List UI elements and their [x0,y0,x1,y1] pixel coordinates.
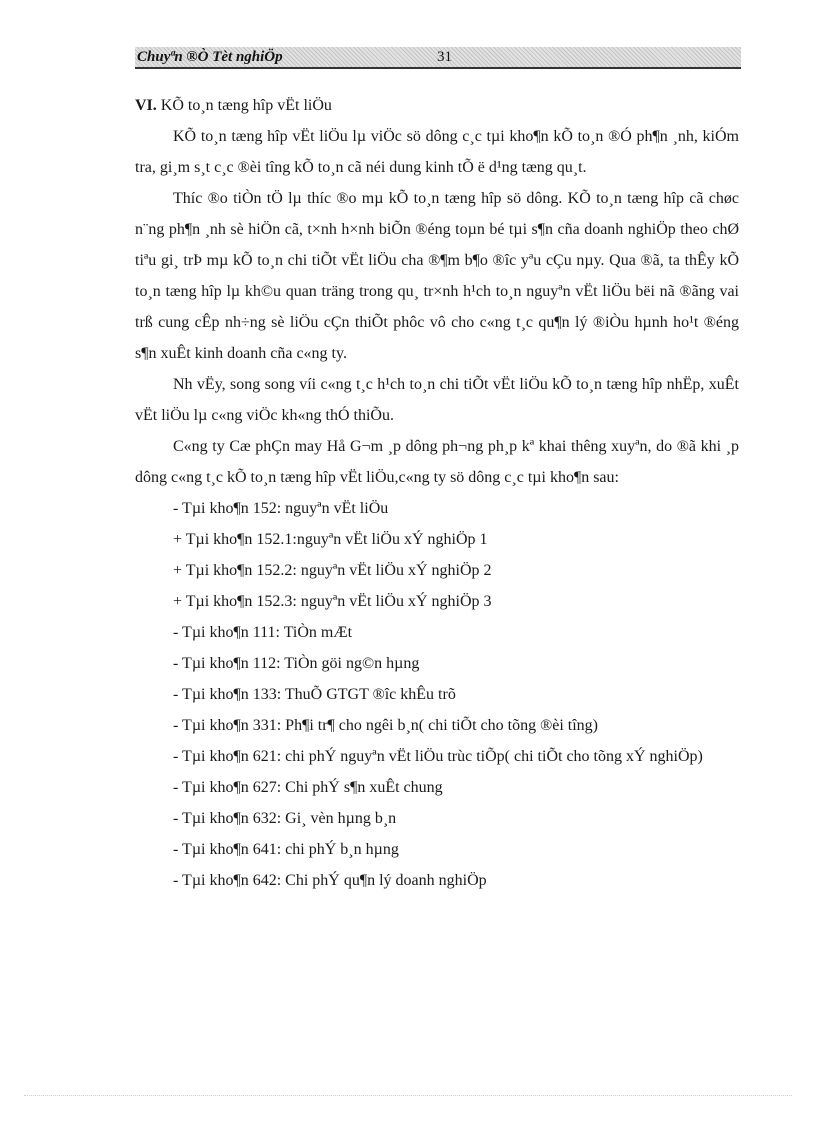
account-item: - Tµi kho¶n 111: TiÒn mÆt [173,624,353,641]
account-item: - Tµi kho¶n 152: nguyªn vËt liÖu [173,500,389,517]
paragraph: Thíc ®o tiÒn tÖ lµ thíc ®o mµ kÕ to¸n tæng hîp sö dông. KÕ to¸n tæng hîp cã chøc n¨ng ph¶n ¸nh sè hiÖn cã, t×nh h×nh biÕn ®éng toµn bé tµi s¶n cña doanh nghiÖp theo chØ tiªu gi¸ trÞ mµ kÕ to¸n chi tiÕt vËt liÖu cha ®¶m b¶o ®îc yªu cÇu nµy. Qua ®ã, ta thÊy kÕ to¸n tæng hîp lµ kh©u quan träng trong qu¸ tr×nh h¹ch to¸n nguyªn vËt liÖu bëi nã ®ãng vai trß cung cÊp nh÷ng sè liÖu cÇn thiÕt phôc vô cho c«ng t¸c qu¶n lý ®iÒu hµnh ho¹t ®éng s¶n xuÊt kinh doanh cña c«ng ty. [135,190,739,362]
paragraph: KÕ to¸n tæng hîp vËt liÖu lµ viÖc sö dông c¸c tµi kho¶n kÕ to¸n ®Ó ph¶n ¸nh, kiÓm tra, gi¸m s¸t c¸c ®èi tîng kÕ to¸n cã néi dung kinh tÕ ë d¹ng tæng qu¸t. [135,128,739,176]
paragraph: C«ng ty Cæ phÇn may Hå G¬m ¸p dông ph¬ng ph¸p kª khai thêng xuyªn, do ®ã khi ¸p dông c«ng t¸c kÕ to¸n tæng hîp vËt liÖu,c«ng ty sö dông c¸c tµi kho¶n sau: [135,438,739,486]
paragraph: Nh vËy, song song víi c«ng t¸c h¹ch to¸n chi tiÕt vËt liÖu kÕ to¸n tæng hîp nhËp, xuÊt vËt liÖu lµ c«ng viÖc kh«ng thÓ thiÕu. [135,376,739,424]
account-item: - Tµi kho¶n 632: Gi¸ vèn hµng b¸n [173,810,397,827]
section-heading [135,90,739,121]
page-number: 31 [437,49,452,65]
page-footer-divider [24,1095,792,1096]
section-number: VI. [135,97,157,114]
account-item: - Tµi kho¶n 331: Ph¶i tr¶ cho ngêi b¸n( chi tiÕt cho tõng ®èi tîng) [173,717,598,734]
account-item: - Tµi kho¶n 112: TiÒn göi ng©n hµng [173,655,420,672]
account-item: - Tµi kho¶n 621: chi phÝ nguyªn vËt liÖu trùc tiÕp( chi tiÕt cho tõng xÝ nghiÖp) [173,748,703,765]
section-title: KÕ to¸n tæng hîp vËt liÖu [160,97,332,114]
account-item: + Tµi kho¶n 152.2: nguyªn vËt liÖu xÝ nghiÖp 2 [173,562,492,579]
header-title: Chuyªn ®Ò Tèt nghiÖp [137,49,283,65]
account-item: - Tµi kho¶n 627: Chi phÝ s¶n xuÊt chung [173,779,443,796]
account-item: - Tµi kho¶n 641: chi phÝ b¸n hµng [173,841,399,858]
account-item: - Tµi kho¶n 642: Chi phÝ qu¶n lý doanh nghiÖp [173,872,487,889]
account-item: + Tµi kho¶n 152.1:nguyªn vËt liÖu xÝ nghiÖp 1 [173,531,488,548]
document-body [135,90,739,896]
page-header [135,47,741,69]
account-item: - Tµi kho¶n 133: ThuÕ GTGT ®îc khÊu trõ [173,686,456,703]
account-item: + Tµi kho¶n 152.3: nguyªn vËt liÖu xÝ nghiÖp 3 [173,593,492,610]
